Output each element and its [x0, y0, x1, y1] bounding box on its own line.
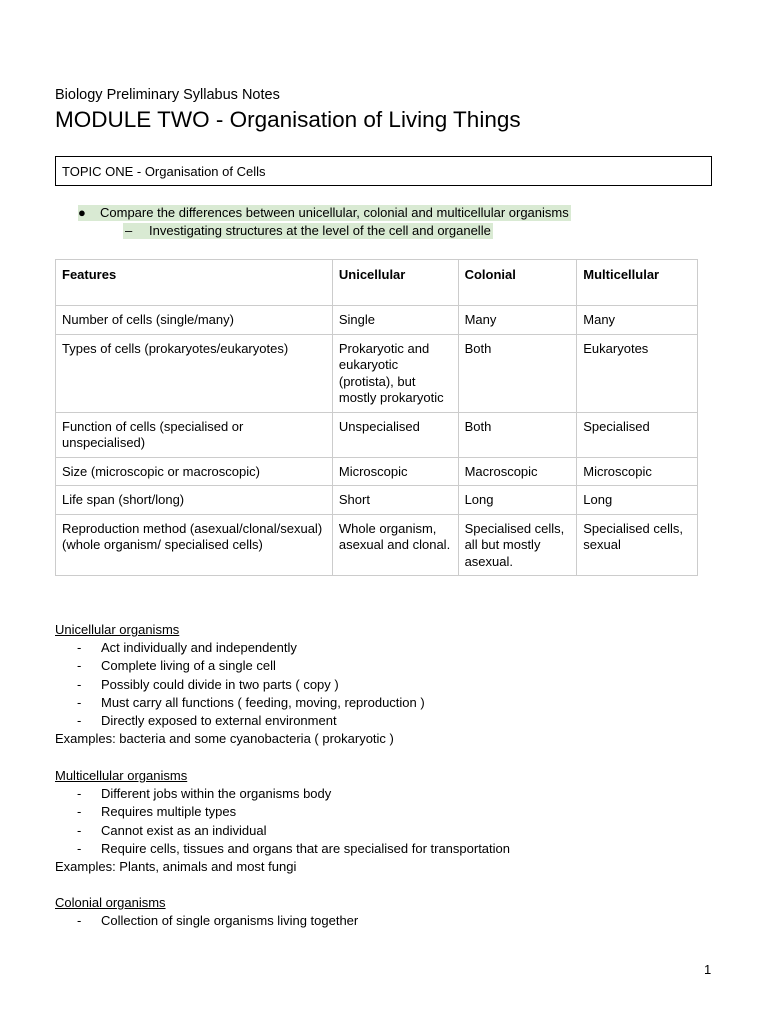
section-heading: Unicellular organisms: [55, 622, 180, 637]
topic-box: TOPIC ONE - Organisation of Cells: [55, 156, 712, 186]
list-item: - Directly exposed to external environment: [55, 712, 425, 730]
table-row: [56, 457, 698, 486]
table-header-cell: Colonial: [458, 260, 577, 306]
table-cell: Specialised: [577, 412, 698, 457]
bullet-icon: ●: [78, 205, 86, 220]
list-item: - Possibly could divide in two parts ( copy ): [55, 676, 425, 694]
table-row: [56, 514, 698, 576]
table-cell: Unspecialised: [332, 412, 458, 457]
multicellular-section: [55, 767, 510, 876]
table-row: [56, 412, 698, 457]
table-row: [56, 306, 698, 335]
table-cell: Life span (short/long): [56, 486, 333, 515]
table-cell: Function of cells (specialised or unspecialised): [56, 412, 333, 457]
sub-point-text: Investigating structures at the level of the cell and organelle: [149, 223, 491, 238]
table-cell: Both: [458, 334, 577, 412]
table-cell: Microscopic: [332, 457, 458, 486]
table-cell: Eukaryotes: [577, 334, 698, 412]
list-item: - Collection of single organisms living together: [55, 912, 358, 930]
list-item: - Cannot exist as an individual: [55, 822, 510, 840]
table-cell: Many: [577, 306, 698, 335]
table-cell: Whole organism, asexual and clonal.: [332, 514, 458, 576]
examples-line: Examples: Plants, animals and most fungi: [55, 859, 297, 875]
page-number: 1: [704, 962, 712, 977]
dash-list: [55, 912, 358, 930]
table-cell: Types of cells (prokaryotes/eukaryotes): [56, 334, 333, 412]
document-subtitle: Biology Preliminary Syllabus Notes: [55, 87, 280, 103]
list-item: - Different jobs within the organisms body: [55, 785, 510, 803]
table-header-cell: Multicellular: [577, 260, 698, 306]
section-heading: Colonial organisms: [55, 895, 166, 910]
list-item: - Requires multiple types: [55, 803, 510, 821]
list-item: - Act individually and independently: [55, 639, 425, 657]
table-cell: Macroscopic: [458, 457, 577, 486]
document-title: MODULE TWO - Organisation of Living Things: [55, 107, 521, 132]
list-item: - Must carry all functions ( feeding, moving, reproduction ): [55, 694, 425, 712]
dash-list: [55, 639, 425, 730]
syllabus-sub-point: [123, 223, 493, 239]
table-cell: Long: [458, 486, 577, 515]
list-item: - Complete living of a single cell: [55, 657, 425, 675]
features-comparison-table: [55, 259, 698, 576]
table-cell: Reproduction method (asexual/clonal/sexual) (whole organism/ specialised cells): [56, 514, 333, 576]
table-row: [56, 334, 698, 412]
table-header-cell: Features: [56, 260, 333, 306]
dot-point-text: Compare the differences between unicellular, colonial and multicellular organisms: [100, 205, 569, 220]
examples-line: Examples: bacteria and some cyanobacteria ( prokaryotic ): [55, 731, 394, 747]
syllabus-dot-point: [78, 205, 571, 221]
colonial-section: [55, 894, 358, 930]
table-cell: Single: [332, 306, 458, 335]
table-cell: Many: [458, 306, 577, 335]
table-row: [56, 486, 698, 515]
table-cell: Size (microscopic or macroscopic): [56, 457, 333, 486]
table-cell: Prokaryotic and eukaryotic (protista), but mostly prokaryotic: [332, 334, 458, 412]
dash-icon: –: [125, 223, 133, 238]
table-cell: Number of cells (single/many): [56, 306, 333, 335]
table-cell: Long: [577, 486, 698, 515]
table-cell: Specialised cells, all but mostly asexual.: [458, 514, 577, 576]
table-cell: Short: [332, 486, 458, 515]
unicellular-section: [55, 621, 425, 748]
section-heading: Multicellular organisms: [55, 768, 188, 783]
table-cell: Both: [458, 412, 577, 457]
dash-list: [55, 785, 510, 858]
table-header-row: [56, 260, 698, 306]
table-header-cell: Unicellular: [332, 260, 458, 306]
list-item: - Require cells, tissues and organs that are specialised for transportation: [55, 840, 510, 858]
table-cell: Microscopic: [577, 457, 698, 486]
table-cell: Specialised cells, sexual: [577, 514, 698, 576]
